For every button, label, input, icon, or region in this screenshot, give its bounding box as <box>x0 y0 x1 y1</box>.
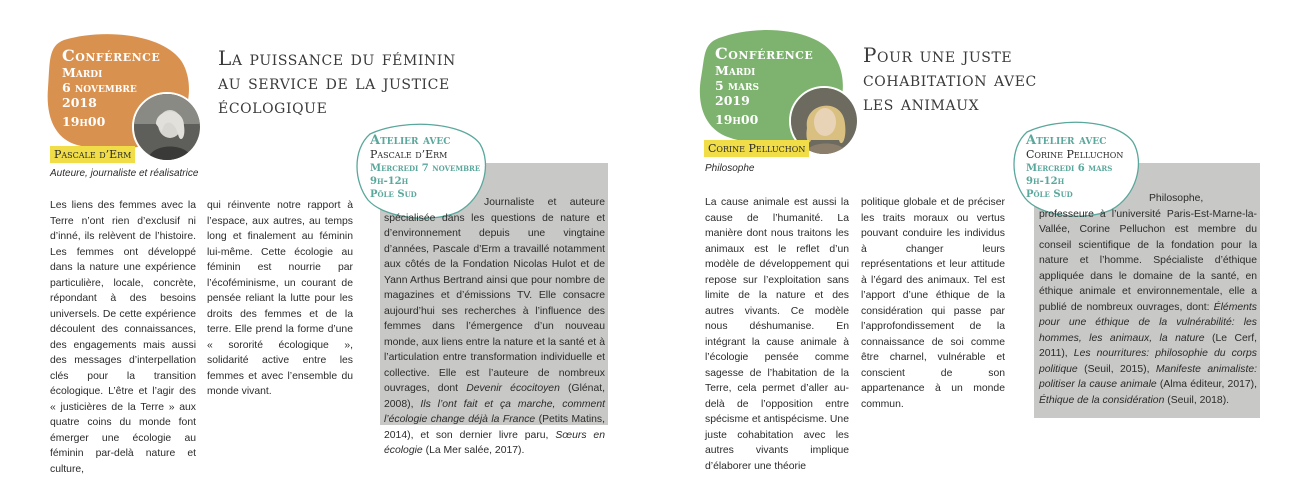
badge-year: 2019 <box>715 93 750 108</box>
atelier-name: Pascale d’Erm <box>370 148 448 161</box>
speaker-bio <box>1039 191 1257 408</box>
bio-book: Manifeste animaliste: politiser la cause animale <box>1039 363 1258 390</box>
bio-book: Les nourritures: philosophie du corps politique <box>1039 348 1257 375</box>
bio-book: Éléments pour une éthique de la vulnérabilité: les hommes, les animaux, la nature <box>1039 301 1257 344</box>
talk-title-line: La puissance du féminin <box>218 46 456 70</box>
atelier-date: Mercredi 7 novembre <box>370 163 481 174</box>
bio-text: (Alma éditeur, 2017), <box>1159 379 1258 390</box>
atelier-date: Mercredi 6 mars <box>1026 163 1113 174</box>
atelier-name: Corine Pelluchon <box>1026 148 1124 161</box>
atelier-time: 9h-12h <box>370 176 409 187</box>
speaker-bio <box>384 195 605 459</box>
bio-text: (Le Cerf, 2011), <box>1039 332 1258 359</box>
talk-title-line: écologique <box>218 94 328 118</box>
badge-date: 6 novembre <box>62 80 137 95</box>
badge-time: 19h00 <box>715 112 759 127</box>
badge-day: Mardi <box>715 63 756 78</box>
talk-title-line: au service de la justice <box>218 70 450 94</box>
speaker-name: Pascale d’Erm <box>50 146 135 163</box>
badge-year: 2018 <box>62 95 97 110</box>
right-page <box>657 0 1297 472</box>
bio-text: (La Mer salée, 2017). <box>425 445 525 456</box>
speaker-photo <box>132 92 202 162</box>
body-column-2: qui réinvente notre rapport à l’espace, aux autres, au temps long et finalement au féminin lui-même. Cette écologie au féminin est nourrie par l’écoféminisme, un courant de pensée reliant la lutte pour les droits des femmes et de la terre. Elle prend la forme d’une « sororité écologique », solidarité active entre les femmes et avec l’ensemble du monde vivant. <box>207 200 353 397</box>
bio-text: Journaliste et auteure spécialisée dans les questions de nature et d’environnement depuis une vingtaine d’années, Pascale d’Erm a travaillé notamment aux côtés de la Fondation Nicolas Hulot et de Yann Arthus Bertrand ainsi que pour nombre de magazines et d’émissions TV. Elle consacre aujourd’hui ses recherches à l’influence des femmes dans l’émergence d’un nouveau monde, aux liens entre la nature et la santé et à l’articulation entre transformation individuelle et collective. Elle est l’auteure de nombreux ouvrages, dont <box>384 197 605 394</box>
badge-day: Mardi <box>62 65 103 80</box>
left-page <box>0 0 640 475</box>
talk-title-line: cohabitation avec <box>863 67 1037 91</box>
atelier-heading: Atelier avec <box>370 133 451 148</box>
talk-title <box>218 46 456 118</box>
badge-date: 5 mars <box>715 78 759 93</box>
bio-text: (Seuil, 2015), <box>1084 363 1150 375</box>
bio-book: Devenir écocitoyen <box>466 383 560 394</box>
bio-text: (Glénat, 2008), <box>384 383 605 410</box>
body-column-1: La cause animale est aussi la cause de l’humanité. La manière dont nous traitons les animaux est le reflet d’un modèle de développement qui repose sur l’exploitation sans limite de la nature et des autres vivants. Ce modèle nous déshumanise. En intégrant la cause animale à l’écologie pensée comme sagesse de l’habitation de la Terre, cela permet d’aller au-delà de l’opposition entre spécisme et antispécisme. Une juste cohabitation avec les autres vivants implique d’élaborer une théorie <box>705 197 849 472</box>
speaker-role: Philosophe <box>705 163 755 174</box>
atelier-time: 9h-12h <box>1026 176 1065 187</box>
bio-book: Sœurs en écologie <box>384 429 605 456</box>
speaker-role: Auteure, journaliste et réalisatrice <box>50 168 199 179</box>
badge-type: Conférence <box>715 44 814 63</box>
body-column-1: Les liens des femmes avec la Terre n’ont rien d’exclusif ni d’inné, ils relèvent de l’histoire. Les femmes ont développé dans la nature une expérience particulière, locale, concrète, répondant à des besoins universels. De cette expérience découlent des connaissances, des engagements mais aussi des messages d’interpellation clés pour la transition écologique. L’être et l’agir des « justicières de la Terre » aux quatre coins du monde font émerger une écologie au féminin par-delà nature et culture, <box>50 200 196 475</box>
badge-type: Conférence <box>62 46 161 65</box>
speaker-name: Corine Pelluchon <box>704 140 809 157</box>
bio-text: (Seuil, 2018). <box>1167 394 1230 406</box>
body-column-2: politique globale et de préciser les traits moraux ou vertus pouvant conduire les individus à changer leurs représentations et leur attitude à l’égard des animaux. Tel est l’apport d’une éthique de la considération qui passe par l’approfondissement de la connaissance de soi comme être charnel, vulnérable et conscient de son appartenance à un monde commun. <box>861 197 1005 410</box>
bio-text: (Petits Matins, 2014), et son dernier livre paru, <box>384 414 606 441</box>
bio-text: Philosophe, professeure à l’université Paris-Est-Marne-la-Vallée, Corine Pelluchon est membre du conseil scientifique de la fondation pour la nature et l’homme. Spécialiste d’éthique appliquée dans le domaine de la santé, en éthique animale et environnementale, elle a publié de nombreux ouvrages, dont: <box>1039 193 1257 313</box>
talk-title-line: les animaux <box>863 91 980 115</box>
atelier-heading: Atelier avec <box>1026 133 1107 148</box>
atelier-place: Pôle Sud <box>1026 189 1073 200</box>
talk-title-line: Pour une juste <box>863 43 1013 67</box>
badge-time: 19h00 <box>62 114 106 129</box>
talk-title <box>863 43 1037 115</box>
bio-book: Ils l’ont fait et ça marche, comment l’écologie change déjà la France <box>384 398 605 425</box>
atelier-info <box>370 133 480 201</box>
atelier-place: Pôle Sud <box>370 189 417 200</box>
bio-book: Éthique de la considération <box>1039 394 1165 406</box>
